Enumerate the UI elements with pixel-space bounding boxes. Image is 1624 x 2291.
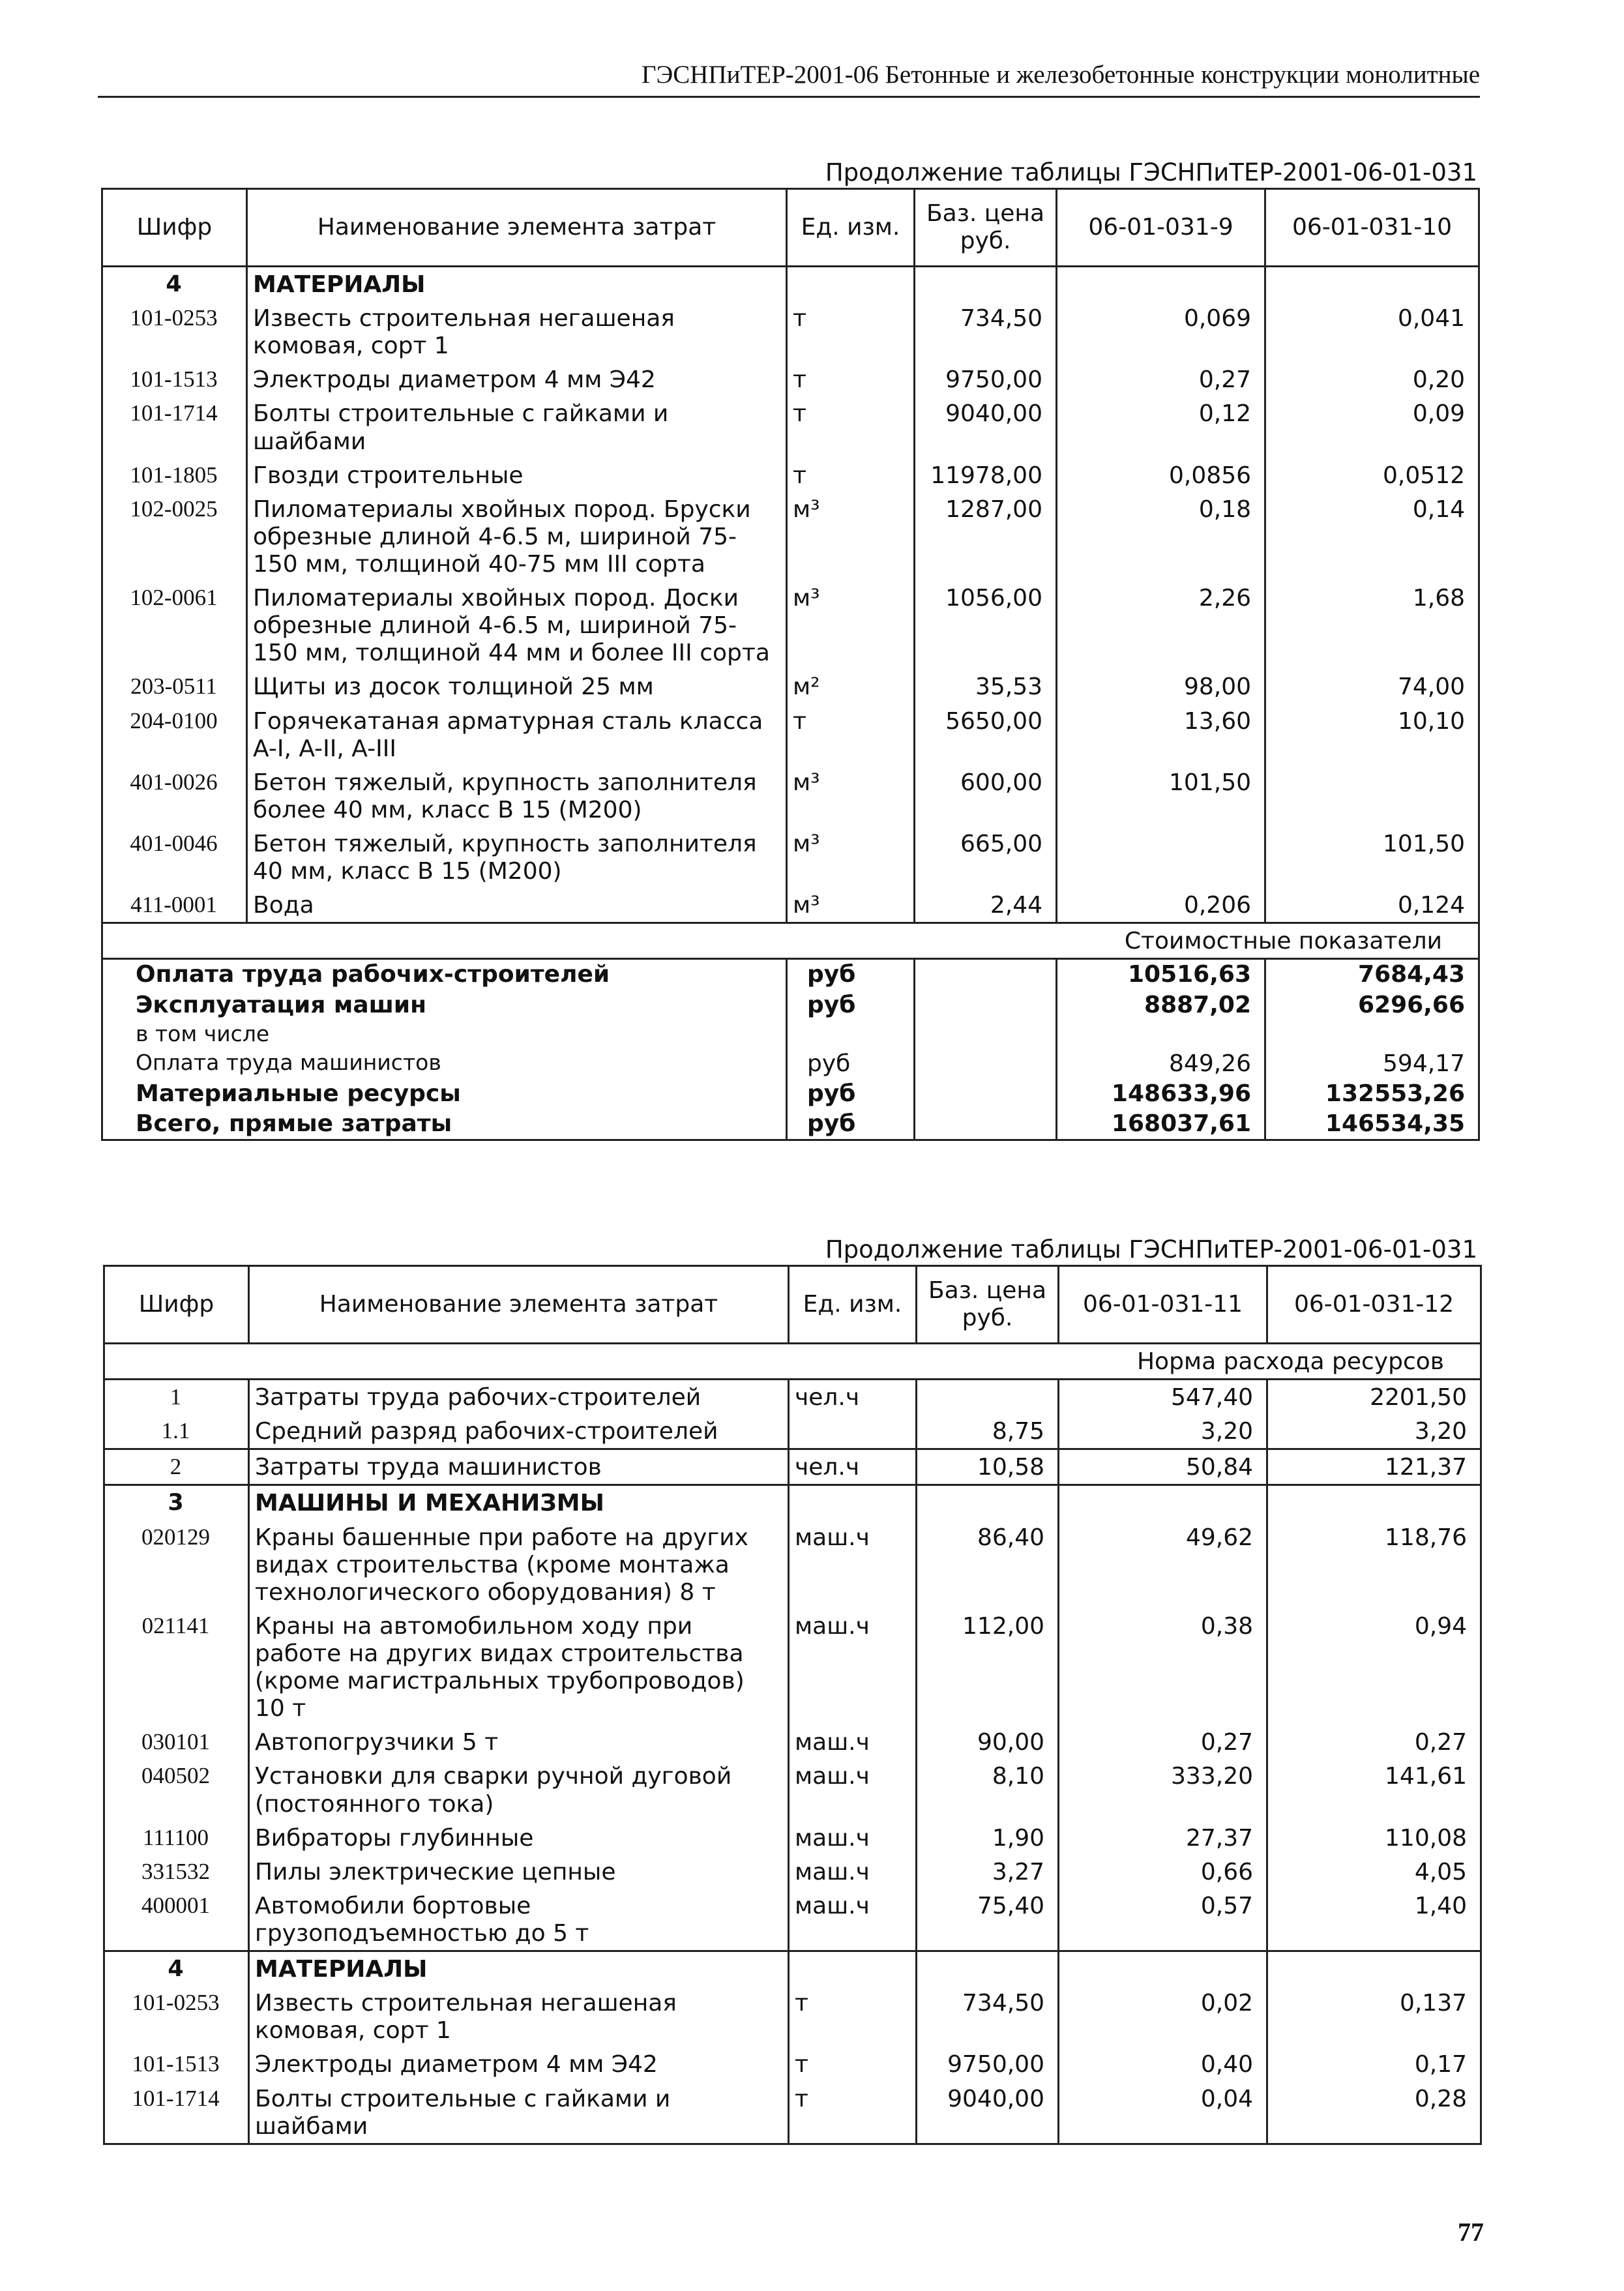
cell-unit: маш.ч: [789, 1821, 917, 1855]
cell-name: Пилы электрические цепные: [249, 1855, 789, 1889]
table-row: [102, 827, 1479, 888]
cell-code: 401-0046: [102, 827, 247, 888]
col-header-base-price: Баз. цена руб.: [917, 1266, 1059, 1344]
cell-unit: м³: [787, 581, 915, 670]
cell-value-2: 0,14: [1265, 492, 1479, 581]
cell-name: Краны на автомобильном ходу при работе на других видах строительства (кроме магистральных трубопроводов) 10 т: [249, 1609, 789, 1725]
cell-base-price: 734,50: [917, 1986, 1059, 2047]
section-number: 4: [102, 267, 247, 302]
cell-value-2: 10,10: [1265, 704, 1479, 765]
cell-unit: маш.ч: [789, 1609, 917, 1725]
table2-resources: [103, 1265, 1482, 2145]
table-row: [102, 765, 1479, 827]
cell-code: 102-0025: [102, 492, 247, 581]
cell-name: Затраты труда рабочих-строителей: [249, 1380, 789, 1415]
cell-name: Автопогрузчики 5 т: [249, 1725, 789, 1759]
table-row: [104, 2047, 1481, 2081]
cost-value-1: 8887,02: [1057, 990, 1265, 1020]
col-header-norm-9: 06-01-031-9: [1057, 189, 1265, 267]
cell-value-2: [1265, 765, 1479, 827]
cell-name: Электроды диаметром 4 мм Э42: [249, 2047, 789, 2081]
table-row: [104, 1889, 1481, 1951]
cost-label: Эксплуатация машин: [102, 990, 787, 1020]
cell-name: Автомобили бортовые грузоподъемностью до 5 т: [249, 1889, 789, 1951]
cell-value-2: 0,94: [1267, 1609, 1481, 1725]
table-row: [102, 704, 1479, 765]
cost-row: [102, 1020, 1479, 1049]
table-row: [102, 581, 1479, 670]
cell-value-1: 101,50: [1057, 765, 1265, 827]
cell-name: Бетон тяжелый, крупность заполнителя более 40 мм, класс В 15 (М200): [247, 765, 787, 827]
cell-base-price: 35,53: [915, 670, 1057, 703]
col-header-code: Шифр: [102, 189, 247, 267]
cell-base-price: 2,44: [915, 888, 1057, 923]
cell-unit: маш.ч: [789, 1855, 917, 1889]
cell-base-price: 9040,00: [915, 396, 1057, 458]
cell-code: 101-0253: [102, 301, 247, 362]
cell-value-1: 3,20: [1059, 1414, 1267, 1449]
table-row: [102, 301, 1479, 362]
cost-value-2: 7684,43: [1265, 959, 1479, 990]
cell-value-2: 1,40: [1267, 1889, 1481, 1951]
cost-unit: руб: [787, 990, 915, 1020]
table-row: [104, 1414, 1481, 1449]
cell-value-1: 0,57: [1059, 1889, 1267, 1951]
cell-code: 101-1714: [102, 396, 247, 458]
col-header-unit: Ед. изм.: [789, 1266, 917, 1344]
cell-value-2: 0,17: [1267, 2047, 1481, 2081]
cell-value-1: 0,0856: [1057, 458, 1265, 492]
cell-value-2: 118,76: [1267, 1520, 1481, 1609]
cell-value-2: 101,50: [1265, 827, 1479, 888]
cell-value-2: 4,05: [1267, 1855, 1481, 1889]
cost-unit: [787, 1020, 915, 1049]
col-header-norm-12: 06-01-031-12: [1267, 1266, 1481, 1344]
cell-unit: м³: [787, 765, 915, 827]
cell-value-1: 0,40: [1059, 2047, 1267, 2081]
cell-unit: маш.ч: [789, 1889, 917, 1951]
cell-value-1: 0,02: [1059, 1986, 1267, 2047]
cell-code: 101-1714: [104, 2082, 249, 2144]
table-row: [104, 1609, 1481, 1725]
cell-value-2: 0,0512: [1265, 458, 1479, 492]
cell-name: Пиломатериалы хвойных пород. Бруски обрезные длиной 4-6.5 м, шириной 75-150 мм, толщиной 40-75 мм III сорта: [247, 492, 787, 581]
cell-unit: м³: [787, 888, 915, 923]
cell-name: Краны башенные при работе на других видах строительства (кроме монтажа технологического оборудования) 8 т: [249, 1520, 789, 1609]
cell-value-1: 98,00: [1057, 670, 1265, 703]
cell-value-2: 3,20: [1267, 1414, 1481, 1449]
cell-unit: т: [787, 301, 915, 362]
col-header-norm-10: 06-01-031-10: [1265, 189, 1479, 267]
cell-value-1: 0,27: [1059, 1725, 1267, 1759]
cell-name: Щиты из досок толщиной 25 мм: [247, 670, 787, 703]
table1-header-row: [102, 189, 1479, 267]
cell-unit: т: [787, 362, 915, 396]
cell-value-2: 0,124: [1265, 888, 1479, 923]
col-header-norm-11: 06-01-031-11: [1059, 1266, 1267, 1344]
cell-name: Средний разряд рабочих-строителей: [249, 1414, 789, 1449]
cell-unit: маш.ч: [789, 1725, 917, 1759]
cost-value-1: [1057, 1020, 1265, 1049]
running-header: ГЭСНПиТЕР-2001-06 Бетонные и железобетонные конструкции монолитные: [98, 60, 1480, 98]
table-row: [104, 2082, 1481, 2144]
cell-unit: т: [787, 458, 915, 492]
cost-value-1: 168037,61: [1057, 1109, 1265, 1140]
cost-value-2: 594,17: [1265, 1049, 1479, 1079]
cell-value-2: 110,08: [1267, 1821, 1481, 1855]
cost-unit: руб: [787, 959, 915, 990]
cell-base-price: 8,10: [917, 1759, 1059, 1820]
cost-label: в том числе: [102, 1020, 787, 1049]
section-row: [104, 1951, 1481, 1987]
table-row: [102, 670, 1479, 703]
cell-value-2: 0,27: [1267, 1725, 1481, 1759]
section-row-materials: [102, 267, 1479, 302]
cell-unit: м³: [787, 827, 915, 888]
cell-base-price: 1287,00: [915, 492, 1057, 581]
cost-label: Оплата труда машинистов: [102, 1049, 787, 1079]
cost-value-1: 849,26: [1057, 1049, 1265, 1079]
section-row: [104, 1485, 1481, 1520]
cost-value-2: 132553,26: [1265, 1079, 1479, 1109]
section-title: МАТЕРИАЛЫ: [249, 1951, 789, 1987]
cell-value-1: 0,18: [1057, 492, 1265, 581]
cell-unit: т: [789, 2047, 917, 2081]
cell-code: 101-0253: [104, 1986, 249, 2047]
col-header-code: Шифр: [104, 1266, 249, 1344]
table-row: [102, 458, 1479, 492]
cost-label: Материальные ресурсы: [102, 1079, 787, 1109]
cell-name: Известь строительная негашеная комовая, сорт 1: [249, 1986, 789, 2047]
table1-resources: [101, 188, 1480, 1141]
cell-code: 040502: [104, 1759, 249, 1820]
cell-unit: т: [789, 1986, 917, 2047]
cell-code: 1.1: [104, 1414, 249, 1449]
table1-continuation-caption: Продолжение таблицы ГЭСНПиТЕР-2001-06-01-031: [825, 158, 1477, 186]
cell-code: 411-0001: [102, 888, 247, 923]
cost-row: [102, 990, 1479, 1020]
cell-code: 401-0026: [102, 765, 247, 827]
cell-code: 021141: [104, 1609, 249, 1725]
cell-name: Пиломатериалы хвойных пород. Доски обрезные длиной 4-6.5 м, шириной 75-150 мм, толщиной 44 мм и более III сорта: [247, 581, 787, 670]
cell-unit: т: [787, 704, 915, 765]
cell-code: 203-0511: [102, 670, 247, 703]
cell-unit: м²: [787, 670, 915, 703]
cell-value-1: [1057, 827, 1265, 888]
cell-value-1: 2,26: [1057, 581, 1265, 670]
cost-value-2: [1265, 1020, 1479, 1049]
cell-value-1: 50,84: [1059, 1449, 1267, 1485]
cost-row: [102, 959, 1479, 990]
table-row: [102, 396, 1479, 458]
cell-unit: маш.ч: [789, 1759, 917, 1820]
table-row: [104, 1520, 1481, 1609]
cost-unit: руб: [787, 1049, 915, 1079]
cell-base-price: 86,40: [917, 1520, 1059, 1609]
cell-base-price: 8,75: [917, 1414, 1059, 1449]
table-row: [104, 1380, 1481, 1415]
cell-value-2: 1,68: [1265, 581, 1479, 670]
cell-code: 1: [104, 1380, 249, 1415]
table-row: [102, 362, 1479, 396]
norm-title: Норма расхода ресурсов: [104, 1344, 1481, 1380]
cell-base-price: [917, 1380, 1059, 1415]
cell-code: 101-1513: [104, 2047, 249, 2081]
cell-name: Электроды диаметром 4 мм Э42: [247, 362, 787, 396]
cell-value-1: 547,40: [1059, 1380, 1267, 1415]
cost-row: [102, 1049, 1479, 1079]
table2-continuation-caption: Продолжение таблицы ГЭСНПиТЕР-2001-06-01-031: [825, 1235, 1477, 1264]
cell-unit: [789, 1414, 917, 1449]
cell-value-1: 49,62: [1059, 1520, 1267, 1609]
cell-name: Бетон тяжелый, крупность заполнителя 40 мм, класс В 15 (М200): [247, 827, 787, 888]
cell-value-1: 0,38: [1059, 1609, 1267, 1725]
section-title: МАШИНЫ И МЕХАНИЗМЫ: [249, 1485, 789, 1520]
cell-value-2: 0,20: [1265, 362, 1479, 396]
page-number: 77: [1458, 2217, 1484, 2247]
cost-value-2: 6296,66: [1265, 990, 1479, 1020]
cell-value-2: 2201,50: [1267, 1380, 1481, 1415]
cell-base-price: 665,00: [915, 827, 1057, 888]
cell-value-2: 141,61: [1267, 1759, 1481, 1820]
cell-name: Вода: [247, 888, 787, 923]
cell-code: 101-1513: [102, 362, 247, 396]
cell-value-1: 27,37: [1059, 1821, 1267, 1855]
cell-base-price: 9750,00: [917, 2047, 1059, 2081]
cell-unit: м³: [787, 492, 915, 581]
cell-base-price: 9750,00: [915, 362, 1057, 396]
cell-value-1: 0,206: [1057, 888, 1265, 923]
cell-name: Гвозди строительные: [247, 458, 787, 492]
cell-name: Известь строительная негашеная комовая, сорт 1: [247, 301, 787, 362]
cell-base-price: 5650,00: [915, 704, 1057, 765]
cell-base-price: 10,58: [917, 1449, 1059, 1485]
cost-row: [102, 1079, 1479, 1109]
cost-unit: руб: [787, 1109, 915, 1140]
table-row: [104, 1821, 1481, 1855]
cell-base-price: 600,00: [915, 765, 1057, 827]
cell-name: Болты строительные с гайками и шайбами: [249, 2082, 789, 2144]
cell-unit: чел.ч: [789, 1449, 917, 1485]
cell-code: 400001: [104, 1889, 249, 1951]
table-row: [104, 1855, 1481, 1889]
cell-unit: т: [787, 396, 915, 458]
cell-code: 101-1805: [102, 458, 247, 492]
cell-base-price: 1,90: [917, 1821, 1059, 1855]
cell-base-price: 3,27: [917, 1855, 1059, 1889]
table-row: [104, 1725, 1481, 1759]
cell-name: Вибраторы глубинные: [249, 1821, 789, 1855]
cost-title: Стоимостные показатели: [102, 923, 1479, 959]
cell-code: 030101: [104, 1725, 249, 1759]
cell-name: Болты строительные с гайками и шайбами: [247, 396, 787, 458]
cell-code: 204-0100: [102, 704, 247, 765]
section-number: 4: [104, 1951, 249, 1987]
table-row: [104, 1759, 1481, 1820]
table-row: [102, 492, 1479, 581]
cell-base-price: 734,50: [915, 301, 1057, 362]
cell-base-price: 9040,00: [917, 2082, 1059, 2144]
cell-value-1: 0,04: [1059, 2082, 1267, 2144]
col-header-unit: Ед. изм.: [787, 189, 915, 267]
section-title: МАТЕРИАЛЫ: [247, 267, 787, 302]
cell-name: Горячекатаная арматурная сталь класса A-I, A-II, A-III: [247, 704, 787, 765]
cell-unit: т: [789, 2082, 917, 2144]
cell-name: Затраты труда машинистов: [249, 1449, 789, 1485]
cell-value-1: 13,60: [1057, 704, 1265, 765]
cost-label: Всего, прямые затраты: [102, 1109, 787, 1140]
cell-base-price: 112,00: [917, 1609, 1059, 1725]
cell-name: Установки для сварки ручной дуговой (постоянного тока): [249, 1759, 789, 1820]
cell-base-price: 1056,00: [915, 581, 1057, 670]
table2-header-row: [104, 1266, 1481, 1344]
col-header-base-price: Баз. цена руб.: [915, 189, 1057, 267]
cost-row: [102, 1109, 1479, 1140]
cell-code: 2: [104, 1449, 249, 1485]
cell-value-2: 74,00: [1265, 670, 1479, 703]
cost-unit: руб: [787, 1079, 915, 1109]
cost-value-1: 10516,63: [1057, 959, 1265, 990]
cell-unit: маш.ч: [789, 1520, 917, 1609]
cell-base-price: 75,40: [917, 1889, 1059, 1951]
cost-label: Оплата труда рабочих-строителей: [102, 959, 787, 990]
cell-code: 111100: [104, 1821, 249, 1855]
cell-value-2: 0,09: [1265, 396, 1479, 458]
table-row: [102, 888, 1479, 923]
cell-value-1: 0,27: [1057, 362, 1265, 396]
norm-title-row: [104, 1344, 1481, 1380]
cell-value-2: 0,041: [1265, 301, 1479, 362]
cell-code: 020129: [104, 1520, 249, 1609]
cell-base-price: 11978,00: [915, 458, 1057, 492]
cost-title-row: [102, 923, 1479, 959]
cell-value-1: 333,20: [1059, 1759, 1267, 1820]
cell-code: 331532: [104, 1855, 249, 1889]
cell-value-1: 0,069: [1057, 301, 1265, 362]
col-header-name: Наименование элемента затрат: [249, 1266, 789, 1344]
cell-value-2: 0,28: [1267, 2082, 1481, 2144]
table-row: [104, 1449, 1481, 1485]
section-number: 3: [104, 1485, 249, 1520]
cell-value-1: 0,12: [1057, 396, 1265, 458]
col-header-name: Наименование элемента затрат: [247, 189, 787, 267]
cell-unit: чел.ч: [789, 1380, 917, 1415]
cost-value-2: 146534,35: [1265, 1109, 1479, 1140]
cost-value-1: 148633,96: [1057, 1079, 1265, 1109]
cell-value-2: 0,137: [1267, 1986, 1481, 2047]
table-row: [104, 1986, 1481, 2047]
cell-code: 102-0061: [102, 581, 247, 670]
cell-value-2: 121,37: [1267, 1449, 1481, 1485]
cell-value-1: 0,66: [1059, 1855, 1267, 1889]
cell-base-price: 90,00: [917, 1725, 1059, 1759]
